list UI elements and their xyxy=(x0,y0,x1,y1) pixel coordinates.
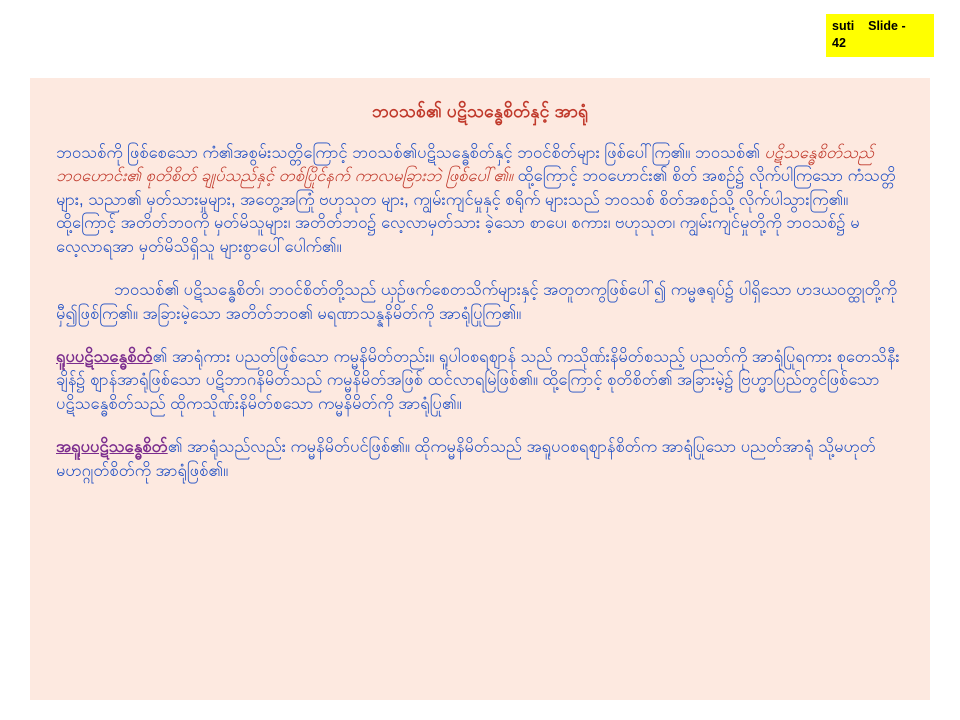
spacer-footer xyxy=(56,485,904,489)
spacer-2 xyxy=(56,328,904,346)
paragraph-1 xyxy=(56,142,904,259)
paragraph-1-part-1: ဘဝသစ်ကို ဖြစ်စေသော ကံ၏အစွမ်းသတ္တိကြောင့် ဘဝသစ်၏ပဋိသန္ဓေစိတ်နှင့် ဘဝင်စိတ်များ ဖြစ်ပေါ်ကြ၏။ ဘဝသစ်၏ xyxy=(56,144,765,162)
page-title: ဘဝသစ်၏ ပဋိသန္ဓေစိတ်နှင့် အာရုံ xyxy=(371,101,589,121)
paragraph-3-heading-term: ရူပပဋိသန္ဓေစိတ် xyxy=(56,347,153,366)
paragraph-2-text: ဘဝသစ်၏ ပဋိသန္ဓေစိတ်၊ ဘဝင်စိတ်တို့သည် ယှဉ်ဖက်စေတသိက်များနှင့် အတူတကွဖြစ်ပေါ်၍ ကမ္မဇရုပ်၌ ပါရှိသော ဟဒယဝတ္ထုတို့ကို မှီ၍ဖြစ်ကြ၏။ အခြားမဲ့သော အတိတ်ဘဝ၏ မရဏာသန္နနိမိတ်ကို အာရုံပြုကြ၏။ xyxy=(56,281,897,323)
slide-badge-line-1: suti Slide - xyxy=(832,19,906,33)
spacer-1 xyxy=(56,261,904,279)
spacer-3 xyxy=(56,418,904,436)
paragraph-4-text: ၏ အာရုံသည်လည်း ကမ္မနိမိတ်ပင်ဖြစ်၏။ ထိုကမ္မနိမိတ်သည် အရူပဝစရဈာန်စိတ်က အာရုံပြုသော ပညတ်အာရုံ သို့မဟုတ် မဟဂ္ဂုတ်စိတ်ကို အာရုံဖြစ်၏။ xyxy=(56,438,876,480)
slide-content-card xyxy=(30,78,930,700)
paragraph-4-heading-term: အရူပပဋိသန္ဓေစိတ် xyxy=(56,438,168,457)
paragraph-3 xyxy=(56,346,904,416)
paragraph-1-part-3: ထို့ကြောင့် ဘဝဟောင်း၏ စိတ် အစဉ်၌ လိုက်ပါကြသော ကံသတ္တိများ, သညာ၏ မှတ်သားမှုများ, အတွေ့အကြုံ ဗဟုသုတ များ, ကျွမ်းကျင်မှုနှင့် စရိုက် များသည် ဘဝသစ် စိတ်အစဉ်သို့ လိုက်ပါသွားကြ၏။ ထို့ကြောင့် အတိတ်ဘဝကို မှတ်မိသူများ၊ အတိတ်ဘဝ၌ လေ့လာမှတ်သား ခဲ့သော စာပေ၊ စကား၊ ဗဟုသုတ၊ ကျွမ်းကျင်မှုတို့ကို ဘဝသစ်၌ မလေ့လာရအာ မှတ်မိသိရှိသူ များစွာပေါ်ပေါက်၏။ xyxy=(56,167,896,256)
paragraph-4 xyxy=(56,436,904,483)
slide-badge-line-2: 42 xyxy=(832,35,846,50)
slide-number-badge xyxy=(826,14,934,57)
paragraph-1-emphasis: ပဋိသန္ဓေစိတ်သည် ဘဝဟောင်း၏ စုတိစိတ် ချုပ်သည်နှင့် တစ်ပြိုင်နက် ကာလမခြားဘဲ ဖြစ်ပေါ်၏။ xyxy=(56,144,875,186)
spacer-title xyxy=(56,128,904,142)
paragraph-3-text: ၏ အာရုံကား ပညတ်ဖြစ်သော ကမ္မနိမိတ်တည်း။ ရူပါဝစရစျာန် သည် ကသိုဏ်းနိမိတ်စသည့် ပညတ်ကို အာရုံပြုရကား စုတေသိနီးချိန်၌ ဈာန်အာရုံဖြစ်သော ပဋိဘာဂနိမိတ်သည် ကမ္မနိမိတ်အဖြစ် ထင်လာရမြဲဖြစ်၏။ ထို့ကြောင့် စုတိစိတ်၏ အခြားမဲ့၌ ဗြဟ္မာပြည်တွင်ဖြစ်သော ပဋိသန္ဓေစိတ်သည် ထိုကသိုဏ်းနိမိတ်စသော ကမ္မနိမိတ်ကို အာရုံပြု၏။ xyxy=(56,347,900,413)
paragraph-2 xyxy=(56,279,904,326)
